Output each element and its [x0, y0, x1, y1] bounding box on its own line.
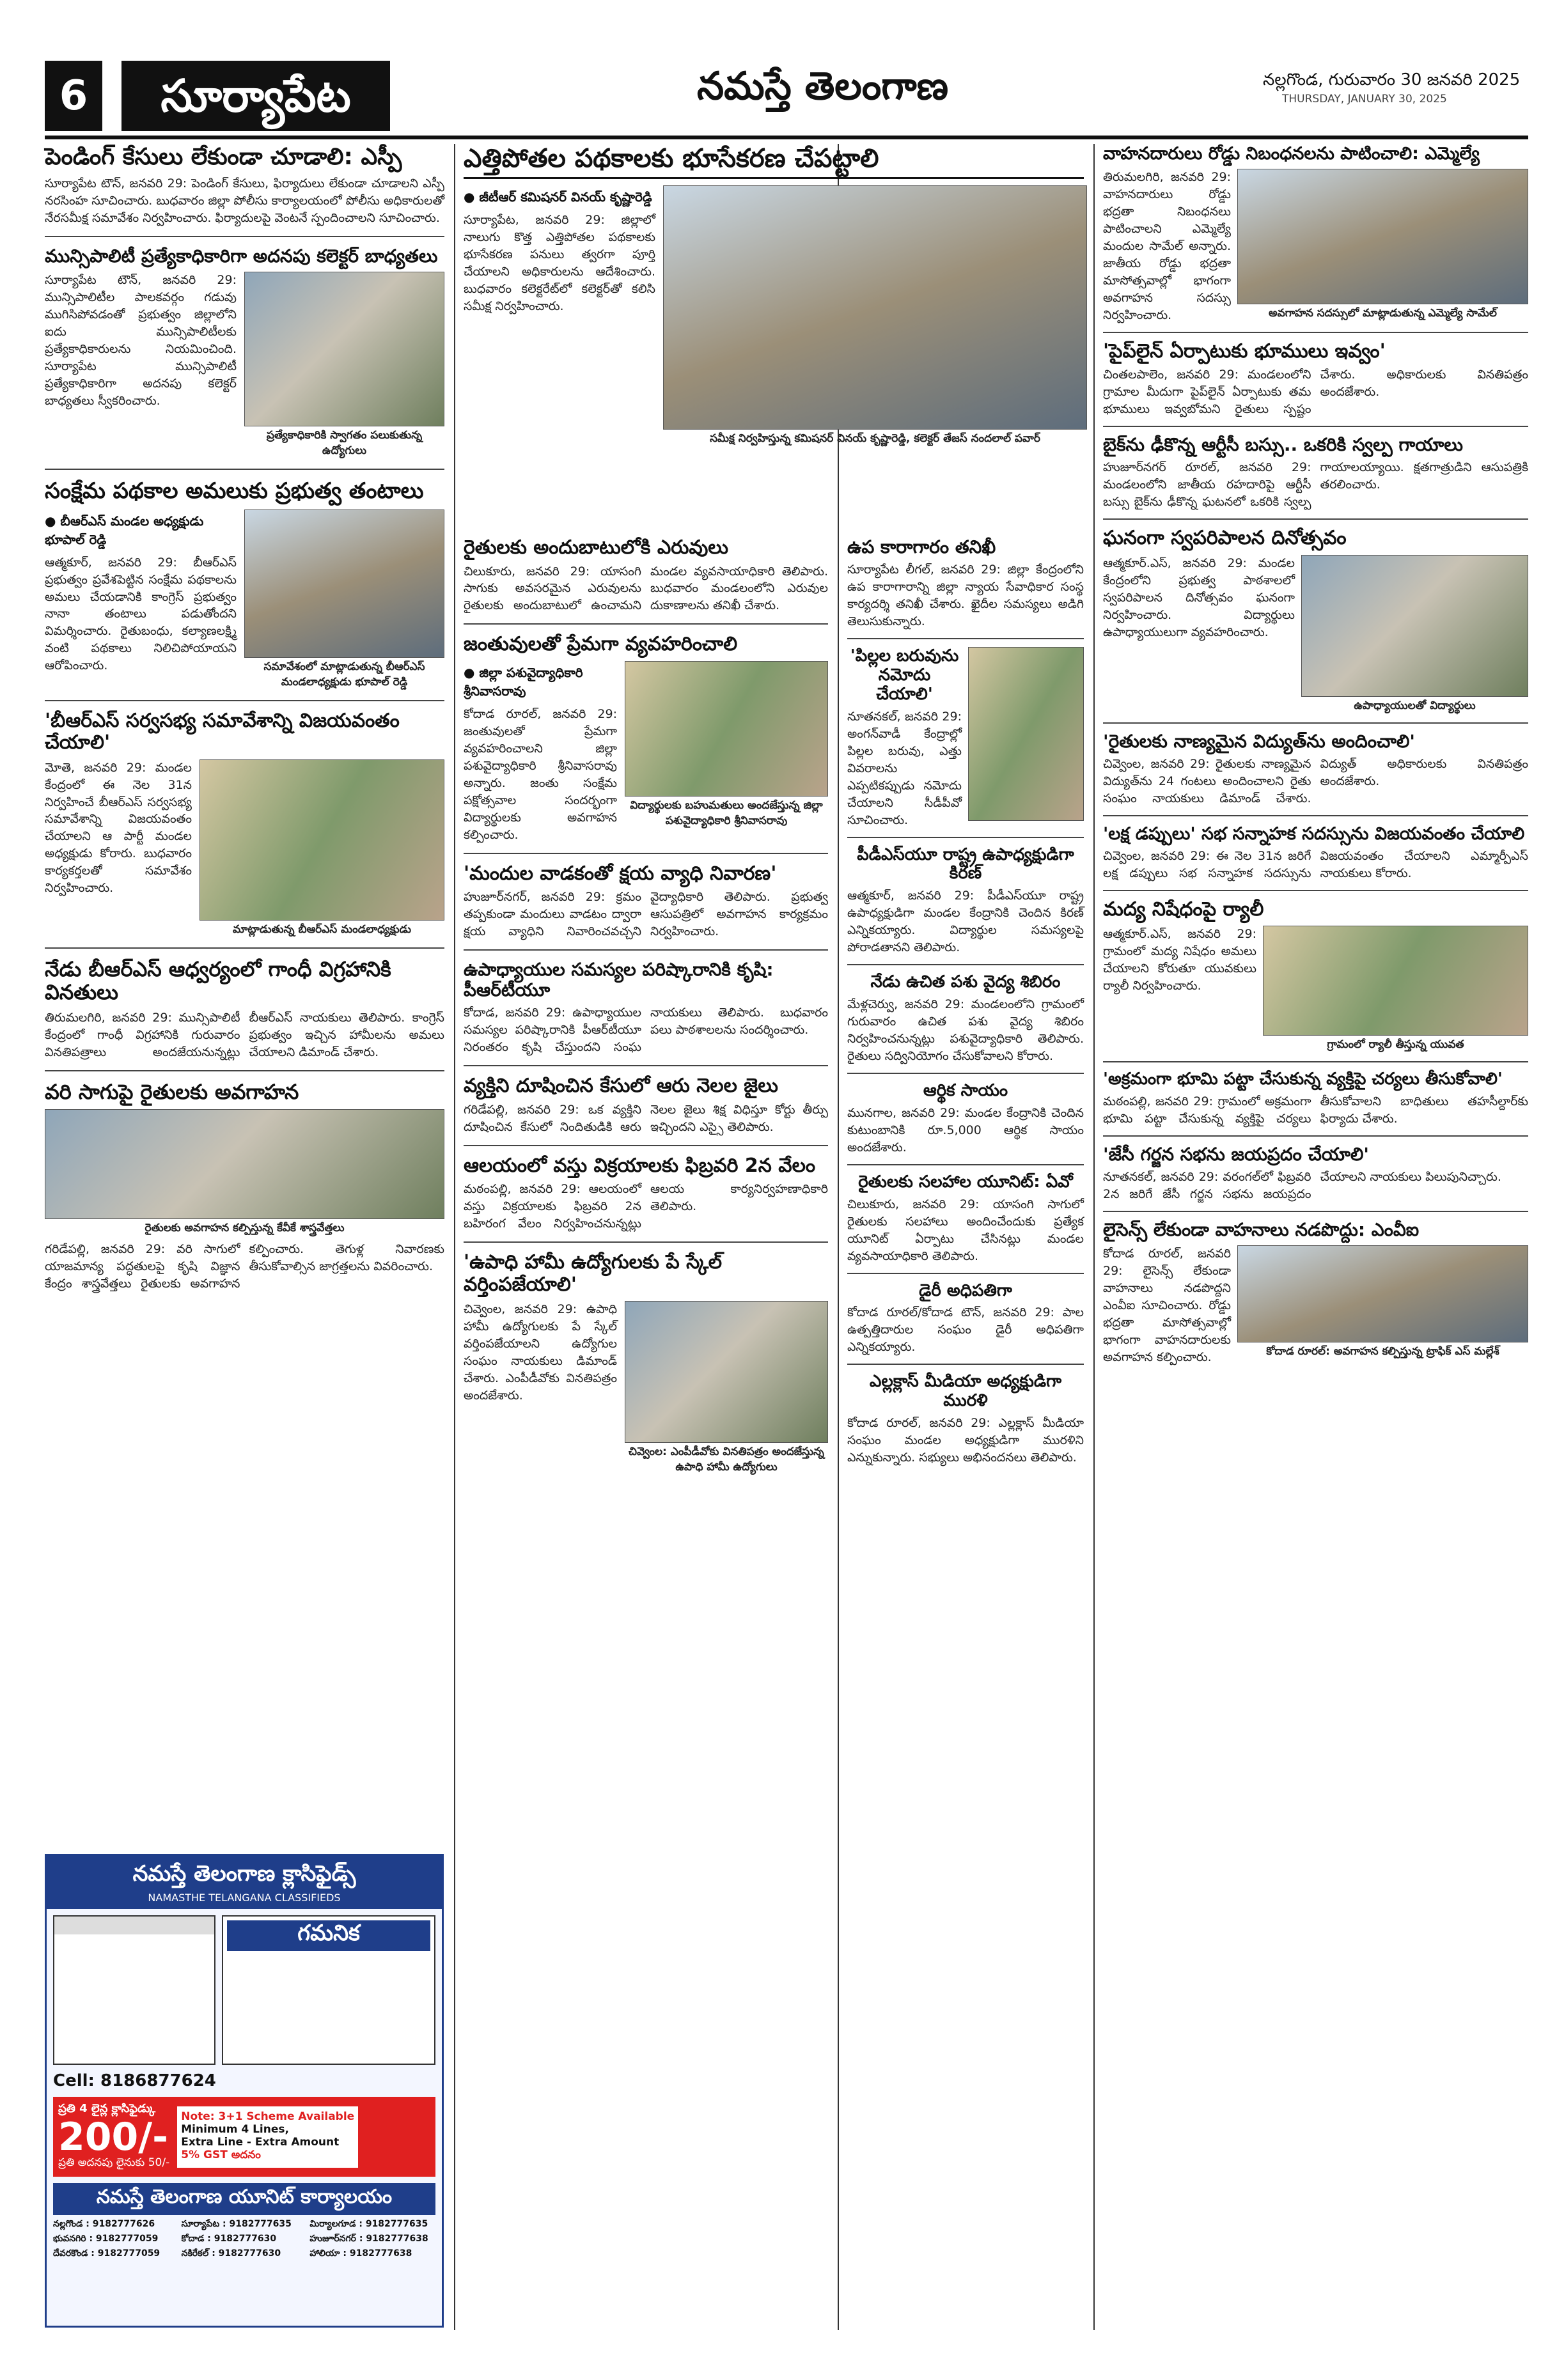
article-body: హుజూర్‌నగర్, జనవరి 29: క్రమం తప్పకుండా మందులు వాడటం ద్వారా క్షయ వ్యాధిని నివారించవచ్చని వైద్యాధికారి తెలిపారు. ప్రభుత్వ ఆసుపత్రిలో అవగాహన కార్యక్రమం నిర్వహించారు.: [464, 890, 828, 939]
contact-number: హాలియా : 9182777638: [309, 2248, 412, 2259]
article-title: నేడు బీఆర్ఎస్ ఆధ్వర్యంలో గాంధీ విగ్రహానికి వినతులు: [45, 956, 391, 1005]
article-body: చింతలపాలెం, జనవరి 29: మండలంలోని గ్రామాల మీదుగా పైప్‌లైన్ ఏర్పాటుకు తమ భూములు ఇవ్వబోమని రైతులు స్పష్టం చేశారు. అధికారులకు వినతిపత్రం అందజేశారు.: [1103, 368, 1528, 417]
column-3: [847, 537, 1084, 1466]
article-body: చిలుకూరు, జనవరి 29: యాసంగి సాగులో రైతులకు సలహాలు అందించేందుకు ప్రత్యేక యూనిట్ ఏర్పాటు చేసినట్లు మండల వ్యవసాయాధికారి తెలిపారు.: [847, 1197, 1084, 1263]
article-body: కోదాడ రూరల్, జనవరి 29: ఎల్లక్లాస్ మీడియా సంఘం మండల అధ్యక్షుడిగా మురళిని ఎన్నుకున్నారు. సభ్యులు అభినందనలు తెలిపారు.: [847, 1416, 1084, 1465]
contact-number: నకిరేకల్ : 9182777630: [181, 2248, 281, 2259]
article-title: ఉపాధ్యాయుల సమస్యల పరిష్కారానికి కృషి: పీఆర్‌టీయూ: [464, 959, 774, 1001]
section-title: సూర్యాపేట: [121, 61, 390, 131]
article-byline: ● జీటీఆర్ కమిషనర్ వినయ్ కృష్ణారెడ్డి: [464, 189, 652, 205]
contact-number: సూర్యాపేట : 9182777635: [181, 2219, 292, 2229]
photo-caption: మాట్లాడుతున్న బీఆర్ఎస్ మండలాధ్యక్షుడు: [232, 922, 412, 936]
article-title: రైతులకు అందుబాటులోకి ఎరువులు: [464, 536, 728, 559]
article-body: గరిడేపల్లి, జనవరి 29: ఒక వ్యక్తిని దూషించిన కేసులో నిందితుడికి ఆరు నెలల జైలు శిక్ష విధిస్తూ కోర్టు తీర్పు ఇచ్చిందని ఎస్సై తెలిపారు.: [464, 1102, 828, 1134]
classified-listing: [53, 1915, 215, 2065]
article-title: ఆలయంలో వస్తు విక్రయాలకు ఫిబ్రవరి 2న వేలం: [464, 1154, 816, 1177]
article-title: ఉప కారాగారం తనిఖీ: [847, 536, 996, 557]
divider: [45, 1070, 444, 1071]
contact-number: భువనగిరి : 9182777059: [53, 2234, 159, 2244]
divider: [847, 1273, 1084, 1274]
news-photo: [1237, 169, 1528, 304]
divider: [847, 837, 1084, 838]
classifieds-header: నమస్తే తెలంగాణ క్లాసిఫైడ్స్: [132, 1861, 356, 1886]
divider: [464, 1145, 828, 1146]
divider: [1103, 426, 1528, 427]
article-title: ఆర్థిక సాయం: [923, 1080, 1008, 1100]
divider: [847, 964, 1084, 965]
article-title: 'లక్ష డప్పులు' సభ సన్నాహక సదస్సును విజయవంతం చేయాలి: [1103, 823, 1525, 844]
contact-grid: [53, 2219, 435, 2260]
article-body: చివ్వెంల, జనవరి 29: రైతులకు నాణ్యమైన విద్యుత్‌ను 24 గంటలు అందించాలని రైతు సంఘం నాయకులు డిమాండ్ చేశారు. విద్యుత్ అధికారులకు వినతిపత్రం అందజేశారు.: [1103, 756, 1528, 805]
news-photo: [244, 272, 444, 426]
photo-caption: విద్యార్థులకు బహుమతులు అందజేస్తున్న జిల్లా పశువైద్యాధికారి శ్రీనివాసరావు: [630, 798, 823, 827]
contact-number: హుజూర్‌నగర్ : 9182777638: [309, 2234, 428, 2244]
price-label: ప్రతి 4 లైన్ల క్లాసిఫైడ్కు: [58, 2102, 156, 2115]
news-photo: [200, 759, 444, 921]
article-body: ఆత్మకూర్.ఎస్, జనవరి 29: గ్రామంలో మద్య నిషేధం అమలు చేయాలని కోరుతూ యువకులు ర్యాలీ నిర్వహించారు.: [1103, 927, 1256, 993]
article-body: గరిడేపల్లి, జనవరి 29: వరి సాగులో యాజమాన్య పద్ధతులపై కృషి విజ్ఞాన కేంద్రం శాస్త్రవేత్తలు రైతులకు అవగాహన కల్పించారు. తెగుళ్ల నివారణకు తీసుకోవాల్సిన జాగ్రత్తలను వివరించారు.: [45, 1241, 444, 1291]
classified-listing-header: [54, 1917, 214, 1934]
article-body: చివ్వెంల, జనవరి 29: ఉపాధి హామీ ఉద్యోగులకు పే స్కేల్ వర్తింపజేయాలని ఉద్యోగుల సంఘం నాయకులు డిమాండ్ చేశారు. ఎంపీడీవోకు వినతిపత్రం అందజేశారు.: [464, 1302, 617, 1403]
photo-caption: ప్రత్యేకాధికారికి స్వాగతం పలుకుతున్న ఉద్యోగులు: [266, 429, 423, 458]
article-title: సంక్షేమ పథకాల అమలుకు ప్రభుత్వ తంటాలు: [45, 478, 424, 504]
masthead-rule: [45, 136, 1528, 139]
contact-cell: Cell: 8186877624: [53, 2071, 216, 2090]
column-divider: [1093, 144, 1095, 2330]
photo-caption: అవగాహన సదస్సులో మాట్లాడుతున్న ఎమ్మెల్యే సామేల్: [1269, 307, 1497, 320]
article-body: సూర్యాపేట, జనవరి 29: జిల్లాలో నాలుగు కొత్త ఎత్తిపోతల పథకాలకు భూసేకరణ పనులు త్వరగా పూర్తి చేయాలని అధికారులను ఆదేశించారు. బుధవారం కలెక్టరేట్‌లో కలెక్టర్‌తో కలిసి సమీక్ష నిర్వహించారు.: [464, 213, 655, 313]
article-title: 'ఉపాధి హామీ ఉద్యోగులకు పే స్కేల్ వర్తింపజేయాలి': [464, 1251, 723, 1296]
column-4: [1103, 144, 1528, 1366]
divider: [464, 853, 828, 854]
divider: [45, 947, 444, 949]
divider: [847, 638, 1084, 639]
photo-caption: గ్రామంలో ర్యాలీ తీస్తున్న యువత: [1327, 1038, 1464, 1052]
divider: [464, 1065, 828, 1066]
article-title: 'బీఆర్ఎస్ సర్వసభ్య సమావేశాన్ని విజయవంతం చేయాలి': [45, 709, 400, 754]
dateline-english: THURSDAY, JANUARY 30, 2025: [1282, 93, 1447, 105]
article-title: 'పైప్‌లైన్ ఏర్పాటుకు భూములు ఇవ్వం': [1103, 339, 1386, 362]
article-title: వ్యక్తిని దూషించిన కేసులో ఆరు నెలల జైలు: [464, 1075, 778, 1098]
article-body: మఠంపల్లి, జనవరి 29: గ్రామంలో అక్రమంగా భూమి పట్టా చేసుకున్న వ్యక్తిపై చర్యలు తీసుకోవాలని బాధితులు తహసీల్దార్‌కు ఫిర్యాదు చేశారు.: [1103, 1094, 1528, 1126]
article-title: 'అక్రమంగా భూమి పట్టా చేసుకున్న వ్యక్తిపై చర్యలు తీసుకోవాలి': [1103, 1069, 1503, 1089]
divider: [1103, 890, 1528, 891]
divider: [847, 1073, 1084, 1074]
dateline: నల్లగొండ, గురువారం 30 జనవరి 2025: [1263, 70, 1521, 89]
column-1: [45, 144, 444, 1293]
article-body: మేళ్లచెర్వు, జనవరి 29: మండలంలోని గ్రామంలో గురువారం ఉచిత పశు వైద్య శిబిరం నిర్వహించనున్నట్లు పశువైద్యాధికారి తెలిపారు. రైతులు సద్వినియోగం చేసుకోవాలని కోరారు.: [847, 997, 1084, 1063]
column-divider: [838, 144, 839, 2330]
article-title: మద్య నిషేధంపై ర్యాలీ: [1103, 898, 1264, 921]
divider: [847, 1364, 1084, 1365]
notice-title: గమనిక: [227, 1920, 430, 1951]
news-photo: [1301, 555, 1528, 697]
article-body: చివ్వెంల, జనవరి 29: ఈ నెల 31న జరిగే లక్ష డప్పులు సభ సన్నాహక సదస్సును విజయవంతం చేయాలని ఎమ్మార్పీఎస్ నాయకులు కోరారు.: [1103, 848, 1528, 880]
classifieds-advertisement: [45, 1854, 444, 2328]
column-divider: [454, 144, 455, 2330]
article-body: నూతనకల్, జనవరి 29: వరంగల్‌లో ఫిబ్రవరి 2న జరిగే జేసీ గర్జన సభను జయప్రదం చేయాలని నాయకులు పిలుపునిచ్చారు.: [1103, 1170, 1501, 1202]
news-photo: [45, 1109, 444, 1219]
price-extra: ప్రతి అదనపు లైనుకు 50/-: [58, 2156, 170, 2169]
divider: [1103, 815, 1528, 816]
page-number: 6: [45, 61, 102, 131]
article-title: ఘనంగా స్వపరిపాలన దినోత్సవం: [1103, 527, 1347, 550]
classifieds-header-english: NAMASTHE TELANGANA CLASSIFIEDS: [148, 1892, 341, 1904]
divider: [1103, 1135, 1528, 1137]
divider: [1103, 1061, 1528, 1062]
divider: [45, 236, 444, 237]
article-title: బైక్‌ను ఢీకొన్న ఆర్టీసీ బస్సు.. ఒకరికి స్వల్ప గాయాలు: [1103, 434, 1463, 456]
article-title: పెండింగ్ కేసులు లేకుండా చూడాలి: ఎస్పీ: [45, 144, 402, 170]
divider: [464, 1241, 828, 1243]
article-title: నేడు ఉచిత పశు వైద్య శిబిరం: [870, 972, 1061, 992]
contact-number: దేవరకొండ : 9182777059: [53, 2248, 160, 2259]
paper-name: నమస్తే తెలంగాణ: [697, 64, 949, 109]
photo-caption: కోదాడ రూరల్: అవగాహన కల్పిస్తున్న ట్రాఫిక్ ఎస్ మల్లేశ్: [1266, 1345, 1499, 1358]
divider: [1103, 332, 1528, 333]
price-value: 200/-: [58, 2115, 169, 2159]
column-2: [464, 144, 1040, 447]
article-title: 'రైతులకు నాణ్యమైన విద్యుత్‌ను అందించాలి': [1103, 730, 1415, 752]
article-title: ఎల్లక్లాస్ మీడియా అధ్యక్షుడిగా మురళి: [869, 1372, 1062, 1411]
news-photo: [625, 1301, 828, 1443]
divider: [1103, 722, 1528, 724]
contact-number: నల్లగొండ : 9182777626: [53, 2219, 155, 2229]
article-body: కోదాడ, జనవరి 29: ఉపాధ్యాయుల సమస్యల పరిష్కారానికి పీఆర్‌టీయూ నిరంతరం కృషి చేస్తుందని సంఘ నాయకులు తెలిపారు. బుధవారం పలు పాఠశాలలను సందర్శించారు.: [464, 1006, 828, 1055]
article-title: 'పిల్లల బరువును నమోదు చేయాలి': [850, 646, 959, 704]
article-body: మోతె, జనవరి 29: మండల కేంద్రంలో ఈ నెల 31న నిర్వహించే బీఆర్ఎస్ సర్వసభ్య సమావేశాన్ని విజయవంతం చేయాలని ఆ పార్టీ మండల అధ్యక్షుడు కోరారు. బుధవారం కార్యకర్తలతో సమావేశం నిర్వహించారు.: [45, 760, 192, 896]
divider: [464, 623, 828, 625]
article-body: ఆత్మకూర్, జనవరి 29: పీడీఎస్‌యూ రాష్ట్ర ఉపాధ్యక్షుడిగా మండల కేంద్రానికి చెందిన కిరణ్ ఎన్నికయ్యారు. విద్యార్థుల సమస్యలపై పోరాడతానని తెలిపారు.: [847, 889, 1084, 955]
article-body: హుజూర్‌నగర్ రూరల్, జనవరి 29: మండలంలోని జాతీయ రహదారిపై ఆర్టీసీ బస్సు బైక్‌ను ఢీకొన్న ఘటనలో ఒకరికి స్వల్ప గాయాలయ్యాయి. క్షతగాత్రుడిని ఆసుపత్రికి తరలించారు.: [1103, 460, 1528, 509]
article-body: తిరుమలగిరి, జనవరి 29: మున్సిపాలిటీ కేంద్రంలో గాంధీ విగ్రహానికి గురువారం వినతిపత్రాలు అందజేయనున్నట్లు బీఆర్ఎస్ నాయకులు తెలిపారు. కాంగ్రెస్ ప్రభుత్వం ఇచ్చిన హామీలను అమలు చేయాలని డిమాండ్ చేశారు.: [45, 1011, 444, 1060]
article-body: నూతనకల్, జనవరి 29: అంగన్‌వాడీ కేంద్రాల్లో పిల్లల బరువు, ఎత్తు వివరాలను ఎప్పటికప్పుడు నమోదు చేయాలని సీడీపీవో సూచించారు.: [847, 709, 962, 827]
photo-caption: సమీక్ష నిర్వహిస్తున్న కమిషనర్ వినయ్ కృష్ణారెడ్డి, కలెక్టర్ తేజస్ నందలాల్ పవార్: [710, 432, 1040, 445]
article-body: మునగాల, జనవరి 29: మండల కేంద్రానికి చెందిన కుటుంబానికి రూ.5,000 ఆర్థిక సాయం అందజేశారు.: [847, 1105, 1084, 1155]
article-body: మఠంపల్లి, జనవరి 29: ఆలయంలో వస్తు విక్రయాలకు ఫిబ్రవరి 2న బహిరంగ వేలం నిర్వహించనున్నట్లు ఆలయ కార్యనిర్వహణాధికారి తెలిపారు.: [464, 1182, 828, 1231]
divider: [1103, 1211, 1528, 1212]
photo-caption: రైతులకు అవగాహన కల్పిస్తున్న కేవీకే శాస్త్రవేత్తలు: [145, 1221, 345, 1234]
article-title: వరి సాగుపై రైతులకు అవగాహన: [45, 1080, 299, 1105]
unit-office-title: నమస్తే తెలంగాణ యూనిట్ కార్యాలయం: [53, 2183, 435, 2215]
news-photo: [625, 661, 828, 797]
article-body: కోదాడ రూరల్/కోదాడ టౌన్, జనవరి 29: పాల ఉత్పత్తిదారుల సంఘం డైరీ అధిపతిగా ఎన్నికయ్యారు.: [847, 1305, 1084, 1355]
article-title: పీడీఎస్‌యూ రాష్ట్ర ఉపాధ్యక్షుడిగా కిరణ్: [857, 844, 1074, 883]
article-body: సూర్యాపేట లీగల్, జనవరి 29: జిల్లా కేంద్రంలోని ఉప కారాగారాన్ని జిల్లా న్యాయ సేవాధికార సంస్థ కార్యదర్శి తనిఖీ చేశారు. ఖైదీల సమస్యలు అడిగి తెలుసుకున్నారు.: [847, 563, 1084, 629]
photo-caption: చివ్వెంల: ఎంపీడీవోకు వినతిపత్రం అందజేస్తున్న ఉపాధి హామీ ఉద్యోగులు: [629, 1445, 824, 1474]
divider: [1103, 518, 1528, 520]
scheme-note: Minimum 4 Lines,: [181, 2122, 289, 2136]
contact-number: మిర్యాలగూడ : 9182777635: [309, 2219, 428, 2229]
news-photo: [244, 509, 444, 658]
lead-photo: [663, 185, 1087, 430]
article-body: సూర్యాపేట టౌన్, జనవరి 29: పెండింగ్ కేసులు, ఫిర్యాదులు లేకుండా చూడాలని ఎస్పీ నరసింహ సూచించారు. బుధవారం జిల్లా పోలీసు కార్యాలయంలో పోలీసు అధికారులతో నేరసమీక్ష సమావేశం నిర్వహించారు. ఫిర్యాదులపై వెంటనే స్పందించాలని సూచించారు.: [45, 176, 444, 226]
article-title: 'జేసీ గర్జన సభను జయప్రదం చేయాలి': [1103, 1144, 1369, 1165]
article-body: తిరుమలగిరి, జనవరి 29: వాహనదారులు రోడ్డు భద్రతా నిబంధనలు పాటించాలని ఎమ్మెల్యే మందుల సామేల్ అన్నారు. జాతీయ రోడ్డు భద్రతా మాసోత్సవాల్లో భాగంగా అవగాహన సదస్సు నిర్వహించారు.: [1103, 170, 1231, 322]
divider: [847, 1164, 1084, 1165]
article-body: కోదాడ రూరల్, జనవరి 29: లైసెన్స్ లేకుండా వాహనాలు నడపొద్దని ఎంవీఐ సూచించారు. రోడ్డు భద్రతా మాసోత్సవాల్లో భాగంగా వాహనదారులకు అవగాహన కల్పించారు.: [1103, 1247, 1231, 1365]
lead-article-title: ఎత్తిపోతల పథకాలకు భూసేకరణ చేపట్టాలి: [464, 144, 1084, 179]
news-photo: [1263, 926, 1528, 1036]
photo-caption: ఉపాధ్యాయులతో విద్యార్థులు: [1354, 699, 1476, 712]
scheme-note: 5% GST అదనం: [181, 2148, 261, 2161]
photo-caption: సమావేశంలో మాట్లాడుతున్న బీఆర్ఎస్ మండలాధ్యక్షుడు భూపాల్ రెడ్డి: [263, 660, 425, 688]
article-title: జంతువులతో ప్రేమగా వ్యవహరించాలి: [464, 633, 738, 656]
divider: [45, 469, 444, 470]
news-photo: [968, 647, 1084, 821]
masthead: [0, 0, 1557, 121]
article-title: మున్సిపాలిటీ ప్రత్యేకాధికారిగా అదనపు కలెక్టర్ బాధ్యతలు: [45, 245, 438, 267]
divider: [464, 949, 828, 951]
article-title: లైసెన్స్ లేకుండా వాహనాలు నడపొద్దు: ఎంవీఐ: [1103, 1219, 1420, 1241]
article-body: చిలుకూరు, జనవరి 29: యాసంగి సాగుకు అవసరమైన ఎరువులను రైతులకు అందుబాటులో ఉంచామని మండల వ్యవసాయాధికారి తెలిపారు. బుధవారం మండలంలోని ఎరువుల దుకాణాలను తనిఖీ చేశారు.: [464, 564, 828, 613]
article-title: డైరీ అధిపతిగా: [919, 1280, 1012, 1300]
article-body: కోదాడ రూరల్, జనవరి 29: జంతువులతో ప్రేమగా వ్యవహరించాలని జిల్లా పశువైద్యాధికారి శ్రీనివాసరావు అన్నారు. జంతు సంక్షేమ పక్షోత్సవాల సందర్భంగా విద్యార్థులకు అవగాహన కల్పించారు.: [464, 706, 617, 842]
article-title: 'మందుల వాడకంతో క్షయ వ్యాధి నివారణ': [464, 862, 777, 885]
article-byline: ● బీఆర్ఎస్ మండల అధ్యక్షుడు భూపాల్ రెడ్డి: [45, 513, 204, 547]
article-body: ఆత్మకూర్.ఎస్, జనవరి 29: మండల కేంద్రంలోని ప్రభుత్వ పాఠశాలలో స్వపరిపాలన దినోత్సవం ఘనంగా నిర్వహించారు. విద్యార్థులు ఉపాధ్యాయులుగా వ్యవహరించారు.: [1103, 556, 1295, 639]
article-byline: ● జిల్లా పశువైద్యాధికారి శ్రీనివాసరావు: [464, 664, 583, 699]
scheme-note: Note: 3+1 Scheme Available: [181, 2110, 355, 2123]
article-body: ఆత్మకూర్, జనవరి 29: బీఆర్ఎస్ ప్రభుత్వం ప్రవేశపెట్టిన సంక్షేమ పథకాలను అమలు చేయడానికి కాంగ్రెస్ ప్రభుత్వం నానా తంటాలు పడుతోందని విమర్శించారు. రైతుబంధు, కల్యాణలక్ష్మి వంటి పథకాలు నిలిచిపోయాయని ఆరోపించారు.: [45, 555, 237, 673]
scheme-note: Extra Line - Extra Amount: [181, 2135, 340, 2149]
news-photo: [1237, 1245, 1528, 1342]
article-title: రైతులకు సలహాల యూనిట్: ఏవో: [858, 1172, 1073, 1192]
column-2-lower: [464, 537, 828, 1476]
divider: [45, 700, 444, 701]
article-title: వాహనదారులు రోడ్డు నిబంధనలను పాటించాలి: ఎమ్మెల్యే: [1103, 144, 1480, 164]
contact-number: కోదాడ : 9182777630: [181, 2234, 277, 2244]
article-body: సూర్యాపేట టౌన్, జనవరి 29: మున్సిపాలిటీల పాలకవర్గం గడువు ముగిసిపోవడంతో ప్రభుత్వం జిల్లాలోని ఐదు మున్సిపాలిటీలకు ప్రత్యేకాధికారులను నియమించింది. సూర్యాపేట మున్సిపాలిటీ ప్రత్యేకాధికారిగా అదనపు కలెక్టర్ బాధ్యతలు స్వీకరించారు.: [45, 273, 237, 408]
